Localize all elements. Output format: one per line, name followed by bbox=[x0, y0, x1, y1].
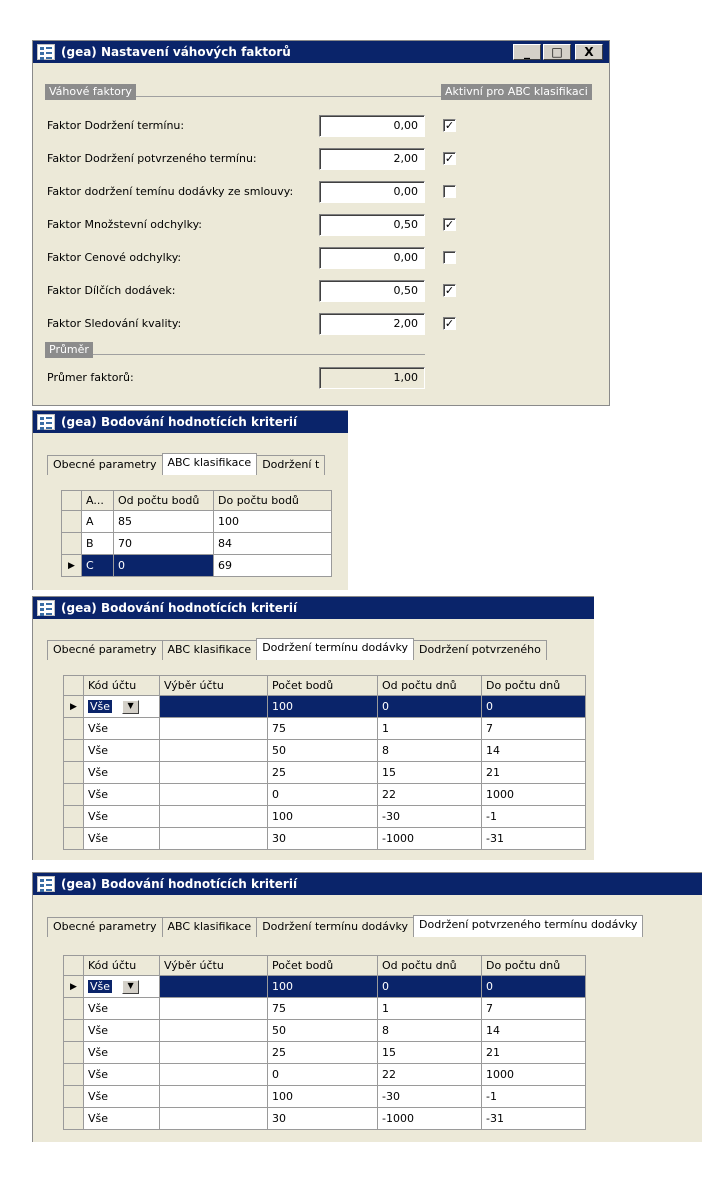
tab-general-parameters[interactable]: Obecné parametry bbox=[47, 640, 163, 660]
grid-cell[interactable]: 30 bbox=[268, 1108, 378, 1130]
grid-cell[interactable]: Vše bbox=[84, 1086, 160, 1108]
grid-cell[interactable] bbox=[160, 828, 268, 850]
column-header-from-days[interactable]: Od počtu dnů bbox=[378, 676, 482, 696]
factor-label: Faktor Množstevní odchylky: bbox=[47, 218, 202, 231]
grid-cell[interactable]: 22 bbox=[378, 1064, 482, 1086]
grid-cell[interactable]: 70 bbox=[114, 533, 214, 555]
section-weight-factors bbox=[45, 84, 445, 100]
table-row[interactable] bbox=[64, 806, 586, 828]
section-label: Aktivní pro ABC klasifikaci bbox=[441, 84, 592, 100]
account-code-combo[interactable] bbox=[84, 696, 160, 718]
combo-value: Vše bbox=[90, 979, 111, 993]
window-title: (gea) Nastavení váhových faktorů bbox=[61, 45, 291, 59]
grid-cell[interactable]: 21 bbox=[482, 1042, 586, 1064]
factor-label: Faktor dodržení temínu dodávky ze smlouvy: bbox=[47, 185, 294, 198]
grid-cell[interactable]: 100 bbox=[268, 806, 378, 828]
account-code-dropdown[interactable] bbox=[88, 700, 139, 714]
grid-cell[interactable]: -1000 bbox=[378, 828, 482, 850]
grid-cell[interactable]: Vše bbox=[84, 1108, 160, 1130]
grid-cell[interactable]: 1000 bbox=[482, 1064, 586, 1086]
grid-cell[interactable]: A bbox=[82, 511, 114, 533]
table-row[interactable] bbox=[64, 828, 586, 850]
factor-value-field[interactable]: 0,50 bbox=[319, 214, 425, 236]
table-row[interactable] bbox=[64, 718, 586, 740]
title-bar[interactable] bbox=[33, 597, 594, 619]
grid-cell[interactable]: 69 bbox=[214, 555, 332, 577]
row-selector[interactable] bbox=[64, 998, 84, 1020]
row-selector[interactable] bbox=[64, 718, 84, 740]
grid-cell[interactable]: Vše bbox=[84, 998, 160, 1020]
abc-active-checkbox[interactable]: ✓ bbox=[444, 218, 455, 231]
abc-active-checkbox[interactable]: ✓ bbox=[444, 317, 455, 330]
grid-cell[interactable] bbox=[160, 696, 268, 718]
deadline-grid bbox=[63, 675, 586, 850]
grid-cell[interactable]: 1 bbox=[378, 998, 482, 1020]
grid-cell[interactable]: 0 bbox=[114, 555, 214, 577]
grid-cell[interactable]: 1 bbox=[378, 718, 482, 740]
grid-cell[interactable]: 0 bbox=[482, 976, 586, 998]
tab-abc-classification[interactable]: ABC klasifikace bbox=[162, 640, 258, 660]
section-label: Váhové faktory bbox=[45, 84, 136, 100]
grid-cell[interactable] bbox=[160, 718, 268, 740]
grid-cell[interactable] bbox=[160, 762, 268, 784]
grid-cell[interactable]: 22 bbox=[378, 784, 482, 806]
grid-cell[interactable] bbox=[160, 1064, 268, 1086]
grid-cell[interactable]: -31 bbox=[482, 828, 586, 850]
table-row[interactable] bbox=[64, 1042, 586, 1064]
grid-cell[interactable]: Vše bbox=[84, 784, 160, 806]
grid-cell[interactable]: -30 bbox=[378, 806, 482, 828]
tab-general-parameters[interactable]: Obecné parametry bbox=[47, 455, 163, 475]
combo-value: Vše bbox=[90, 699, 111, 713]
grid-cell[interactable]: Vše bbox=[84, 1042, 160, 1064]
tab-confirmed-deadline[interactable]: Dodržení potvrzeného termínu dodávky bbox=[413, 915, 643, 937]
row-selector[interactable] bbox=[64, 1020, 84, 1042]
column-header-account-code[interactable]: Kód účtu bbox=[84, 676, 160, 696]
form-icon bbox=[37, 44, 55, 60]
grid-cell[interactable]: -1 bbox=[482, 1086, 586, 1108]
form-icon bbox=[37, 876, 55, 892]
grid-cell[interactable]: 30 bbox=[268, 828, 378, 850]
abc-grid bbox=[61, 490, 332, 577]
grid-cell[interactable]: 84 bbox=[214, 533, 332, 555]
grid-cell[interactable]: 75 bbox=[268, 998, 378, 1020]
factor-value-field[interactable]: 0,00 bbox=[319, 115, 425, 137]
row-selector[interactable] bbox=[64, 1064, 84, 1086]
table-row[interactable] bbox=[62, 533, 332, 555]
grid-cell[interactable]: -30 bbox=[378, 1086, 482, 1108]
grid-cell[interactable]: Vše bbox=[84, 762, 160, 784]
table-row[interactable] bbox=[62, 555, 332, 577]
table-row[interactable] bbox=[64, 1108, 586, 1130]
grid-cell[interactable]: 15 bbox=[378, 762, 482, 784]
grid-cell[interactable]: C bbox=[82, 555, 114, 577]
column-header-from-points[interactable]: Od počtu bodů bbox=[114, 491, 214, 511]
grid-cell[interactable] bbox=[160, 784, 268, 806]
factor-value-field[interactable]: 2,00 bbox=[319, 313, 425, 335]
row-selector[interactable] bbox=[64, 806, 84, 828]
grid-cell[interactable]: 8 bbox=[378, 740, 482, 762]
row-selector[interactable] bbox=[64, 1086, 84, 1108]
grid-cell[interactable]: Vše bbox=[84, 1064, 160, 1086]
grid-cell[interactable]: -1000 bbox=[378, 1108, 482, 1130]
column-header-from-days[interactable]: Od počtu dnů bbox=[378, 956, 482, 976]
abc-active-checkbox[interactable]: ✓ bbox=[444, 119, 455, 132]
column-header-account-selection[interactable]: Výběr účtu bbox=[160, 676, 268, 696]
factor-value-field[interactable]: 0,00 bbox=[319, 247, 425, 269]
tab-general-parameters[interactable]: Obecné parametry bbox=[47, 917, 163, 937]
row-selector[interactable] bbox=[64, 1108, 84, 1130]
column-header-account-selection[interactable]: Výběr účtu bbox=[160, 956, 268, 976]
scoring-window-confirmed-deadline bbox=[32, 872, 702, 1142]
grid-cell[interactable]: 0 bbox=[482, 696, 586, 718]
table-row[interactable] bbox=[64, 740, 586, 762]
grid-cell[interactable]: Vše bbox=[84, 718, 160, 740]
grid-cell[interactable] bbox=[160, 740, 268, 762]
grid-cell[interactable] bbox=[160, 1042, 268, 1064]
grid-cell[interactable]: 21 bbox=[482, 762, 586, 784]
grid-cell[interactable]: B bbox=[82, 533, 114, 555]
grid-cell[interactable]: 100 bbox=[268, 1086, 378, 1108]
grid-cell[interactable]: 85 bbox=[114, 511, 214, 533]
form-icon bbox=[37, 414, 55, 430]
average-field: 1,00 bbox=[319, 367, 425, 389]
confirmed-deadline-grid bbox=[63, 955, 586, 1130]
current-row-marker[interactable]: ▶ bbox=[64, 976, 84, 998]
grid-cell[interactable]: 25 bbox=[268, 762, 378, 784]
grid-cell[interactable]: 100 bbox=[214, 511, 332, 533]
grid-cell[interactable]: 7 bbox=[482, 718, 586, 740]
grid-cell[interactable]: 0 bbox=[378, 696, 482, 718]
grid-cell[interactable]: 14 bbox=[482, 1020, 586, 1042]
table-row[interactable] bbox=[64, 696, 586, 718]
abc-active-checkbox[interactable]: ✓ bbox=[444, 152, 455, 165]
row-selector[interactable] bbox=[62, 511, 82, 533]
grid-cell[interactable]: 100 bbox=[268, 696, 378, 718]
tab-deadline-compliance[interactable]: Dodržení t bbox=[256, 455, 325, 475]
table-row[interactable] bbox=[64, 1064, 586, 1086]
table-row[interactable] bbox=[64, 1020, 586, 1042]
window-title: (gea) Bodování hodnotících kriterií bbox=[61, 415, 298, 429]
grid-cell[interactable]: 7 bbox=[482, 998, 586, 1020]
tab-confirmed-deadline[interactable]: Dodržení potvrzeného bbox=[413, 640, 547, 660]
row-selector[interactable] bbox=[64, 762, 84, 784]
grid-cell[interactable]: 0 bbox=[378, 976, 482, 998]
tab-strip bbox=[47, 453, 324, 475]
title-bar[interactable] bbox=[33, 41, 609, 63]
row-selector[interactable] bbox=[62, 533, 82, 555]
grid-cell[interactable]: Vše bbox=[84, 806, 160, 828]
current-row-marker[interactable]: ▶ bbox=[64, 696, 84, 718]
table-row[interactable] bbox=[64, 762, 586, 784]
grid-cell[interactable]: 50 bbox=[268, 1020, 378, 1042]
factor-label: Faktor Cenové odchylky: bbox=[47, 251, 182, 264]
title-bar[interactable] bbox=[33, 411, 348, 433]
form-icon bbox=[37, 600, 55, 616]
tab-strip bbox=[47, 638, 546, 660]
weight-factors-window bbox=[32, 40, 610, 406]
title-bar[interactable] bbox=[33, 873, 702, 895]
grid-cell[interactable] bbox=[160, 1020, 268, 1042]
section-abc-active bbox=[441, 84, 599, 100]
grid-cell[interactable]: -31 bbox=[482, 1108, 586, 1130]
grid-cell[interactable] bbox=[160, 806, 268, 828]
average-label: Průmer faktorů: bbox=[47, 371, 134, 384]
column-header-points[interactable]: Počet bodů bbox=[268, 956, 378, 976]
abc-active-checkbox[interactable]: ✓ bbox=[444, 284, 455, 297]
dropdown-arrow-icon[interactable]: ▼ bbox=[122, 700, 139, 714]
grid-cell[interactable]: 0 bbox=[268, 1064, 378, 1086]
account-code-combo[interactable] bbox=[84, 976, 160, 998]
grid-cell[interactable]: 1000 bbox=[482, 784, 586, 806]
table-row[interactable] bbox=[64, 1086, 586, 1108]
section-average bbox=[45, 342, 425, 358]
factor-value-field[interactable]: 0,50 bbox=[319, 280, 425, 302]
factor-value-field[interactable]: 0,00 bbox=[319, 181, 425, 203]
table-row[interactable] bbox=[64, 976, 586, 998]
abc-active-checkbox[interactable] bbox=[443, 185, 456, 198]
minimize-button[interactable]: _ bbox=[513, 44, 541, 60]
tab-deadline-compliance[interactable]: Dodržení termínu dodávky bbox=[256, 917, 414, 937]
grid-cell[interactable]: Vše bbox=[84, 740, 160, 762]
tab-abc-classification[interactable]: ABC klasifikace bbox=[162, 453, 258, 475]
column-header-account-code[interactable]: Kód účtu bbox=[84, 956, 160, 976]
grid-cell[interactable]: 0 bbox=[268, 784, 378, 806]
dropdown-arrow-icon[interactable]: ▼ bbox=[122, 980, 139, 994]
factor-label: Faktor Dodržení potvrzeného termínu: bbox=[47, 152, 257, 165]
grid-cell[interactable]: Vše bbox=[84, 828, 160, 850]
grid-cell[interactable]: -1 bbox=[482, 806, 586, 828]
window-title: (gea) Bodování hodnotících kriterií bbox=[61, 877, 298, 891]
grid-cell[interactable]: 100 bbox=[268, 976, 378, 998]
grid-cell[interactable]: 14 bbox=[482, 740, 586, 762]
current-row-marker[interactable]: ▶ bbox=[62, 555, 82, 577]
factor-label: Faktor Sledování kvality: bbox=[47, 317, 182, 330]
row-selector[interactable] bbox=[64, 784, 84, 806]
abc-active-checkbox[interactable] bbox=[443, 251, 456, 264]
grid-cell[interactable] bbox=[160, 976, 268, 998]
column-header-to-days[interactable]: Do počtu dnů bbox=[482, 676, 586, 696]
grid-cell[interactable]: Vše bbox=[84, 1020, 160, 1042]
account-code-dropdown[interactable] bbox=[88, 980, 139, 994]
grid-cell[interactable]: 25 bbox=[268, 1042, 378, 1064]
section-label: Průměr bbox=[45, 342, 93, 358]
tab-strip bbox=[47, 915, 642, 937]
column-header-points[interactable]: Počet bodů bbox=[268, 676, 378, 696]
column-header-to-points[interactable]: Do počtu bodů bbox=[214, 491, 332, 511]
grid-cell[interactable] bbox=[160, 1108, 268, 1130]
column-header-to-days[interactable]: Do počtu dnů bbox=[482, 956, 586, 976]
row-selector[interactable] bbox=[64, 740, 84, 762]
grid-cell[interactable]: 15 bbox=[378, 1042, 482, 1064]
factor-value-field[interactable]: 2,00 bbox=[319, 148, 425, 170]
row-selector[interactable] bbox=[64, 828, 84, 850]
table-row[interactable] bbox=[64, 998, 586, 1020]
scoring-window-abc bbox=[32, 410, 348, 590]
tab-deadline-compliance[interactable]: Dodržení termínu dodávky bbox=[256, 638, 414, 660]
tab-abc-classification[interactable]: ABC klasifikace bbox=[162, 917, 258, 937]
factor-label: Faktor Dodržení termínu: bbox=[47, 119, 185, 132]
scoring-window-deadline bbox=[32, 596, 594, 860]
grid-cell[interactable]: 8 bbox=[378, 1020, 482, 1042]
factor-label: Faktor Dílčích dodávek: bbox=[47, 284, 176, 297]
row-selector[interactable] bbox=[64, 1042, 84, 1064]
column-header-abc[interactable]: A... bbox=[82, 491, 114, 511]
table-row[interactable] bbox=[64, 784, 586, 806]
grid-cell[interactable]: 50 bbox=[268, 740, 378, 762]
grid-cell[interactable]: 75 bbox=[268, 718, 378, 740]
grid-cell[interactable] bbox=[160, 998, 268, 1020]
table-row[interactable] bbox=[62, 511, 332, 533]
window-title: (gea) Bodování hodnotících kriterií bbox=[61, 601, 298, 615]
maximize-button[interactable]: □ bbox=[543, 44, 571, 60]
close-button[interactable]: X bbox=[575, 44, 603, 60]
grid-cell[interactable] bbox=[160, 1086, 268, 1108]
